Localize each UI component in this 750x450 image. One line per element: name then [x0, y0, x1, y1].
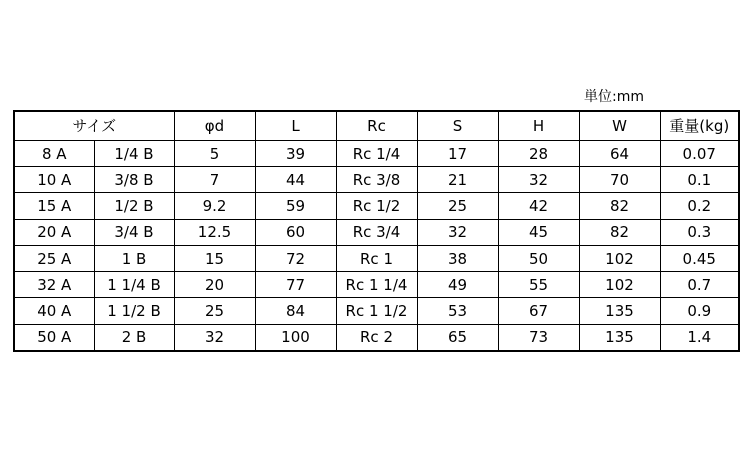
cell-w: 135	[579, 298, 660, 324]
cell-size-a: 25 A	[14, 245, 94, 271]
cell-thread: Rc 1 1/2	[336, 298, 417, 324]
cell-thread: Rc 1 1/4	[336, 272, 417, 298]
cell-size-a: 15 A	[14, 193, 94, 219]
cell-thread: Rc 3/4	[336, 219, 417, 245]
cell-weight: 0.7	[660, 272, 739, 298]
cell-diameter: 12.5	[174, 219, 255, 245]
cell-s: 65	[417, 324, 498, 351]
table-row	[14, 141, 739, 167]
cell-length: 84	[255, 298, 336, 324]
cell-size-b: 3/8 B	[94, 167, 174, 193]
table-row	[14, 167, 739, 193]
cell-h: 73	[498, 324, 579, 351]
spec-table	[13, 110, 740, 352]
header-h: H	[498, 111, 579, 141]
cell-s: 49	[417, 272, 498, 298]
header-w: W	[579, 111, 660, 141]
cell-w: 102	[579, 245, 660, 271]
cell-weight: 0.2	[660, 193, 739, 219]
cell-length: 100	[255, 324, 336, 351]
cell-size-b: 1/4 B	[94, 141, 174, 167]
cell-w: 82	[579, 219, 660, 245]
table-row	[14, 272, 739, 298]
header-thread: Rc	[336, 111, 417, 141]
cell-h: 67	[498, 298, 579, 324]
cell-w: 70	[579, 167, 660, 193]
cell-diameter: 25	[174, 298, 255, 324]
header-length: L	[255, 111, 336, 141]
cell-length: 77	[255, 272, 336, 298]
cell-weight: 1.4	[660, 324, 739, 351]
cell-h: 42	[498, 193, 579, 219]
cell-h: 55	[498, 272, 579, 298]
cell-weight: 0.1	[660, 167, 739, 193]
cell-size-b: 2 B	[94, 324, 174, 351]
cell-diameter: 5	[174, 141, 255, 167]
cell-s: 21	[417, 167, 498, 193]
cell-s: 32	[417, 219, 498, 245]
cell-weight: 0.45	[660, 245, 739, 271]
table-row	[14, 298, 739, 324]
unit-label: 単位:mm	[584, 89, 644, 105]
cell-size-a: 50 A	[14, 324, 94, 351]
cell-thread: Rc 1/4	[336, 141, 417, 167]
cell-length: 39	[255, 141, 336, 167]
cell-size-b: 1 B	[94, 245, 174, 271]
cell-diameter: 20	[174, 272, 255, 298]
cell-size-b: 1/2 B	[94, 193, 174, 219]
cell-s: 53	[417, 298, 498, 324]
cell-length: 72	[255, 245, 336, 271]
table-row	[14, 193, 739, 219]
cell-thread: Rc 2	[336, 324, 417, 351]
cell-w: 82	[579, 193, 660, 219]
cell-size-b: 1 1/2 B	[94, 298, 174, 324]
table-row	[14, 219, 739, 245]
cell-h: 45	[498, 219, 579, 245]
cell-h: 50	[498, 245, 579, 271]
cell-w: 64	[579, 141, 660, 167]
cell-length: 59	[255, 193, 336, 219]
cell-s: 25	[417, 193, 498, 219]
cell-weight: 0.07	[660, 141, 739, 167]
cell-s: 17	[417, 141, 498, 167]
cell-size-a: 8 A	[14, 141, 94, 167]
header-size: サイズ	[14, 111, 174, 141]
cell-w: 135	[579, 324, 660, 351]
cell-weight: 0.9	[660, 298, 739, 324]
header-s: S	[417, 111, 498, 141]
cell-size-a: 40 A	[14, 298, 94, 324]
cell-diameter: 9.2	[174, 193, 255, 219]
cell-h: 28	[498, 141, 579, 167]
cell-size-a: 20 A	[14, 219, 94, 245]
table-row	[14, 245, 739, 271]
header-diameter: φd	[174, 111, 255, 141]
cell-weight: 0.3	[660, 219, 739, 245]
cell-diameter: 32	[174, 324, 255, 351]
header-row	[14, 111, 739, 141]
cell-thread: Rc 3/8	[336, 167, 417, 193]
header-weight: 重量(kg)	[660, 111, 739, 141]
cell-thread: Rc 1/2	[336, 193, 417, 219]
cell-length: 60	[255, 219, 336, 245]
cell-s: 38	[417, 245, 498, 271]
table-row	[14, 324, 739, 351]
cell-size-a: 32 A	[14, 272, 94, 298]
cell-thread: Rc 1	[336, 245, 417, 271]
cell-size-a: 10 A	[14, 167, 94, 193]
cell-length: 44	[255, 167, 336, 193]
cell-h: 32	[498, 167, 579, 193]
table-body	[14, 141, 739, 352]
cell-w: 102	[579, 272, 660, 298]
cell-size-b: 1 1/4 B	[94, 272, 174, 298]
cell-diameter: 15	[174, 245, 255, 271]
cell-diameter: 7	[174, 167, 255, 193]
cell-size-b: 3/4 B	[94, 219, 174, 245]
